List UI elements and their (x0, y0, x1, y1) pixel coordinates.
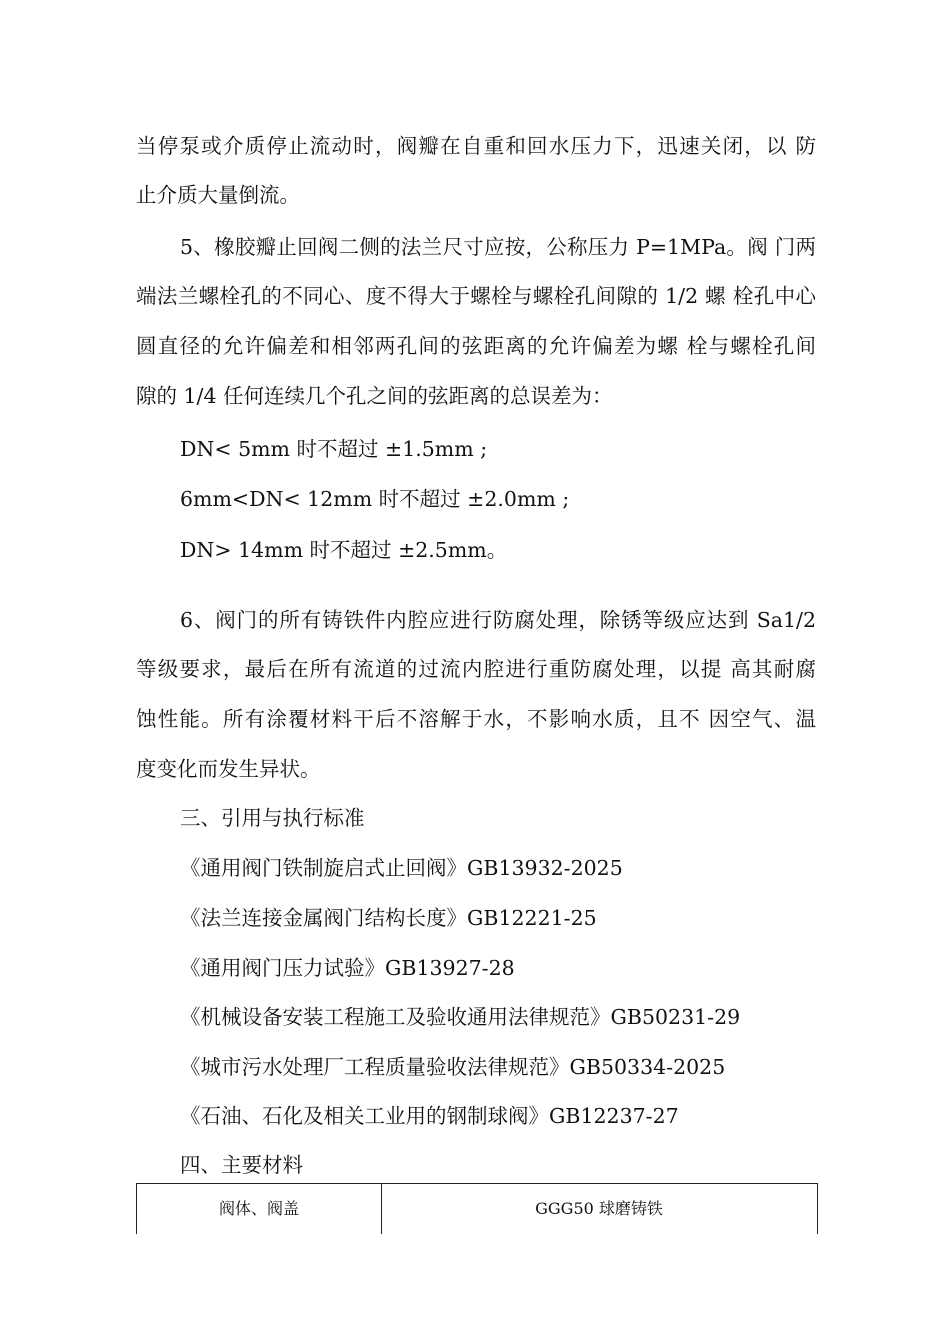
paragraph-line: 5、橡胶瓣止回阀二侧的法兰尺寸应按，公称压力 P=1MPa。阀 门两 (180, 235, 816, 259)
materials-table (136, 1183, 818, 1234)
paragraph-line: 止介质大量倒流。 (136, 183, 300, 207)
standard-item: 《通用阀门压力试验》GB13927-28 (180, 956, 515, 980)
section-heading: 三、引用与执行标准 (180, 806, 365, 830)
standard-item: 《法兰连接金属阀门结构长度》GB12221-25 (180, 906, 597, 930)
section-heading: 四、主要材料 (180, 1153, 303, 1177)
table-cell-material: GGG50 球磨铸铁 (535, 1199, 663, 1218)
tolerance-line: DN< 5mm 时不超过 ±1.5mm ; (180, 437, 488, 461)
paragraph-line: 等级要求，最后在所有流道的过流内腔进行重防腐处理，以提 高其耐腐 (136, 657, 816, 681)
paragraph-line: 圆直径的允许偏差和相邻两孔间的弦距离的允许偏差为螺 栓与螺栓孔间 (136, 334, 816, 358)
paragraph-line: 端法兰螺栓孔的不同心、度不得大于螺栓与螺栓孔间隙的 1/2 螺 栓孔中心 (136, 284, 816, 308)
standard-item: 《通用阀门铁制旋启式止回阀》GB13932-2025 (180, 856, 623, 880)
tolerance-line: DN> 14mm 时不超过 ±2.5mm。 (180, 538, 508, 562)
tolerance-line: 6mm<DN< 12mm 时不超过 ±2.0mm ; (180, 487, 570, 511)
standard-item: 《石油、石化及相关工业用的钢制球阀》GB12237-27 (180, 1104, 679, 1128)
standard-item: 《城市污水处理厂工程质量验收法律规范》GB50334-2025 (180, 1055, 726, 1079)
paragraph-line: 度变化而发生异状。 (136, 757, 321, 781)
paragraph-line: 蚀性能。所有涂覆材料干后不溶解于水，不影响水质，且不 因空气、温 (136, 707, 816, 731)
paragraph-line: 6、阀门的所有铸铁件内腔应进行防腐处理，除锈等级应达到 Sa1/2 (180, 608, 816, 632)
table-cell-part: 阀体、阀盖 (137, 1184, 382, 1234)
paragraph-line: 隙的 1/4 任何连续几个孔之间的弦距离的总误差为： (136, 384, 613, 408)
paragraph-line: 当停泵或介质停止流动时，阀瓣在自重和回水压力下，迅速关闭，以 防 (136, 134, 816, 158)
standard-item: 《机械设备安装工程施工及验收通用法律规范》GB50231-29 (180, 1005, 741, 1029)
